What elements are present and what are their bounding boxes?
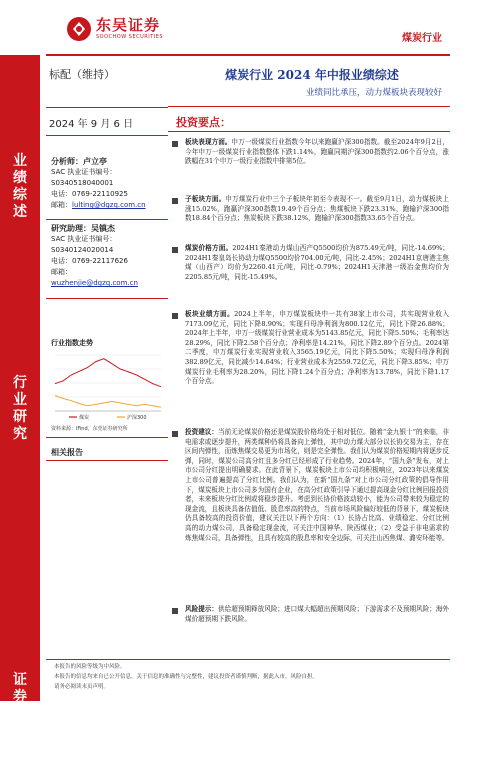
email-row — [51, 200, 146, 211]
report-title: 煤炭行业 2024 年中报业绩综述 — [225, 68, 399, 82]
email-link[interactable]: wuzhenjie@dgzq.com.cn — [51, 279, 138, 287]
left-divider — [46, 135, 168, 136]
chart-series-line-0 — [55, 359, 161, 387]
left-divider — [46, 219, 168, 220]
point-lead: 风险提示： — [185, 605, 219, 613]
left-divider — [46, 107, 168, 108]
industry-label: 煤炭行业 — [402, 33, 442, 44]
point-investment-advice — [185, 428, 449, 543]
point-text: 申万煤炭行业中三个子板块年初至今表现不一。截至9月1日，动力煤板块上涨15.02%，跑赢沪深300指数19.49个百分点；焦煤板块下跌23.31%，跑输沪深300指数18.84个百分点；焦炭板块下跌38.12%，跑输沪深300指数33.65个百分点。 — [185, 195, 450, 223]
point-text: 供给超预期释放风险；进口煤大幅超出预期风险；下游需求不及预期风险；海外煤价超预期下跌风险。 — [185, 605, 450, 623]
rating: 标配（维持） — [49, 68, 115, 81]
key-points-divider — [168, 131, 450, 132]
assistant-block — [51, 223, 138, 289]
phone: 电话：0769-22117626 — [51, 257, 128, 265]
point-text: 申万一级煤炭行业指数今年以来跑赢沪深300指数。截至2024年9月2日，今年申万一级煤炭行业指数整体下跌1.14%，跑赢同期沪深300指数约2.06个百分点，涨跌幅在31个申万一级行业指数中排第5位。 — [185, 138, 449, 166]
point-text: 2024H1秦港动力煤山西产Q5500均价为875.49元/吨，同比-14.69%；2024H1秦皇岛长协动力煤Q5500均价704.00元/吨，同比-2.45%；2024H1京唐港主焦煤（山西产）均价为2260.41元/吨，同比-0.79%；2024H1天津港一级冶金焦均价为2205.85元/吨，同比-15.49%。 — [185, 244, 450, 281]
chart-series-line-1 — [55, 396, 161, 408]
bullet-icon — [172, 141, 178, 147]
bullet-icon — [172, 198, 178, 204]
brand-name-en: SOOCHOW SECURITIES — [96, 34, 164, 40]
brand-name: 东吴证券 — [96, 16, 161, 34]
point-text: 当前无论煤炭价格还是煤炭股价格均处于相对低位。随着“金九银十”的来临，非电需求或逐步提升，两类煤种仍将具备向上弹性，其中动力煤大部分以长协交易为主，存在区间内弹性，而炼焦煤交易更为市场化，则是完全弹性。我们认为煤炭价格短期内将逐步反弹，同时，煤炭公司高分红且多分红已经形成了行业趋势。2024年，“国九条”发布，对上市公司分红提出明确要求。在此背景下，煤炭板块上市公司均积极响应，2023年以来煤炭上市公司普遍提高了分红比例。我们认为，在新“国九条”对上市公司分红政策的倡导作用下，煤炭板块上市公司多为国有企业，在高分红政策引导下通过提高现金分红比例回报投资者，未来板块分红比例或将稳步提升。考虑到长协价格波动较小，能为公司带来较为稳定的现金流，且板块具备估值低、股息率高的特点，当前市场风险偏好较低的背景下，煤炭板块仍具备较高的投资价值，建议关注以下两个方向：（1）长协占比高、业绩稳定、分红比例高的动力煤公司，具备稳定现金流，可关注中国神华、陕西煤业；（2）受益于非电需求的炼焦煤公司，具备弹性，且具有较高的股息率和安全边际，可关注山西焦煤、潞安环能等。 — [185, 428, 449, 542]
footer-risk-level: 本报告的风险等级为中风险。 — [54, 664, 126, 670]
report-subtitle: 业绩同比承压，动力煤板块表现较好 — [305, 88, 442, 98]
point-coal-prices — [185, 244, 449, 282]
title-divider — [168, 106, 450, 107]
email-label: 邮箱： — [51, 268, 72, 276]
chart-legend-label: 煤炭 — [79, 414, 90, 421]
chart-legend-label: 沪深300 — [127, 414, 147, 421]
point-lead: 板块业绩方面。 — [185, 310, 235, 318]
assistant-name: 研究助理：吴镇杰 — [51, 224, 115, 233]
point-risk-warning — [185, 605, 449, 624]
point-lead: 子板块方面。 — [185, 195, 226, 203]
brand-logo-icon — [66, 16, 92, 42]
left-divider — [46, 298, 168, 299]
left-divider — [46, 460, 168, 461]
side-band-category: 行业研究 — [13, 375, 27, 442]
key-points-heading: 投资要点： — [176, 116, 231, 129]
analyst-block — [51, 156, 146, 211]
side-band-report-type: 业绩综述 — [13, 153, 27, 220]
industry-index-chart — [49, 349, 167, 422]
bullet-icon — [172, 247, 178, 253]
left-divider — [46, 437, 168, 438]
bullet-icon — [172, 313, 178, 319]
sac-number: S0340124020014 — [51, 246, 114, 254]
footer-divider — [46, 659, 450, 660]
point-earnings — [185, 310, 449, 387]
point-lead: 煤炭价格方面。 — [185, 244, 233, 252]
sac-label: SAC 执业证书编号： — [51, 168, 117, 176]
point-sub-sectors — [185, 195, 449, 224]
header-divider — [46, 54, 450, 56]
related-reports-heading: 相关报告 — [51, 448, 83, 457]
phone: 电话：0769-22110925 — [51, 190, 128, 198]
footer-statement: 请务必阅读末页声明。 — [54, 684, 110, 690]
bullet-icon — [172, 608, 178, 614]
sac-number: S0340518040001 — [51, 179, 114, 187]
sac-label: SAC 执业证书编号： — [51, 235, 117, 243]
point-lead: 投资建议： — [185, 428, 218, 436]
point-lead: 板块表现方面。 — [185, 138, 232, 146]
point-text: 2024上半年，申万煤炭板块中一共有38家上市公司，共实现营业收入7173.09亿元，同比下降8.90%；实现归母净利润为800.12亿元，同比下降26.88%；2024年上半年，申万一级煤炭行业营业成本为5143.85亿元，同比下降5.50%；毛利率达28.29%，同比下降2.58个百分点；净利率是14.21%，同比下降2.89个百分点。2024第二季度，申万煤炭行业实现营业收入3565.19亿元，同比下降5.50%；实现归母净利润382.89亿元，同比减少14.64%；行业营业成本为2559.72亿元，同比下降3.85%；申万煤炭行业毛利率为28.20%，同比下降1.24个百分点；净利率为13.78%，同比下降1.17个百分点。 — [185, 310, 450, 386]
email-link[interactable]: lulting@dgzq.com.cn — [72, 201, 146, 209]
side-band — [0, 55, 40, 773]
email-label: 邮箱： — [51, 201, 72, 209]
analyst-name: 分析师：卢立亭 — [51, 157, 107, 166]
side-band-doc-type: 证券研究报告 — [13, 672, 27, 773]
chart-title: 行业指数走势 — [51, 339, 93, 347]
point-sector-performance — [185, 138, 449, 167]
chart-source: 资料来源：iFind，东莞证券研究所 — [51, 426, 128, 432]
footer-disclaimer: 本报告的信息均来自已公开信息，关于信息的准确性与完整性，建议投资者谨慎判断，据此入市，风险自担。 — [54, 674, 319, 680]
report-date: 2024 年 9 月 6 日 — [49, 119, 134, 130]
bullet-icon — [172, 431, 178, 437]
